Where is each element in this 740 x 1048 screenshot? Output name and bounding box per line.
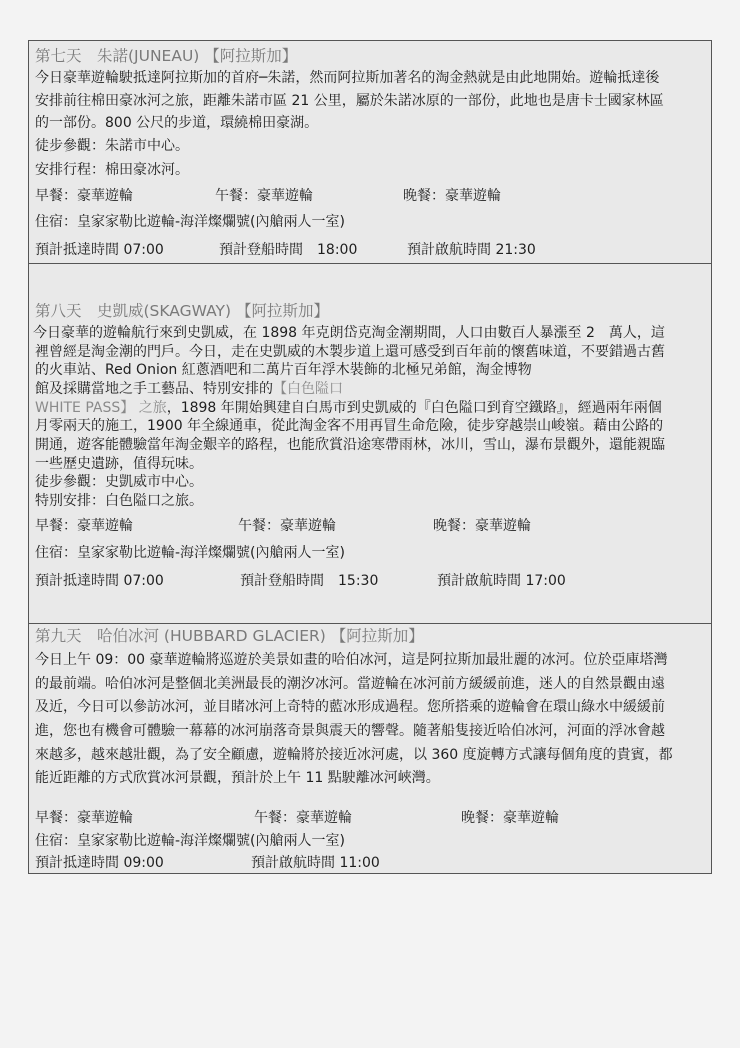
day9-breakfast: 早餐：豪華遊輪 (35, 810, 133, 826)
day7-arrival-time: 預計抵達時間 07:00 (35, 242, 164, 258)
day8-arranged: 特別安排：白色隘口之旅。 (35, 493, 203, 509)
day8-body-line: 的火車站、Red Onion 紅蔥酒吧和二萬片百年浮木裝飾的北極兄弟館，淘金博物 (35, 362, 532, 378)
day8-body-line: 月零兩天的施工，1900 年全線通車，從此淘金客不用再冒生命危險，徒步穿越崇山峻嶺。藉由公路的 (35, 418, 664, 434)
day8-departure-time: 預計啟航時間 17:00 (437, 573, 566, 589)
day7-body-line: 的一部份。800 公尺的步道，環繞棉田豪湖。 (35, 115, 319, 131)
day9-lodging: 住宿：皇家家勒比遊輪-海洋燦爛號(內艙兩人一室) (35, 833, 345, 849)
day8-arrival-time: 預計抵達時間 07:00 (35, 573, 164, 589)
day8-body-line (35, 399, 662, 417)
day8-title: 第八天 史凱威(SKAGWAY) 【阿拉斯加】 (35, 302, 329, 320)
day8-white-pass-label: 【白色隘口 (273, 381, 343, 397)
day9-body-line: 能近距離的方式欣賞冰河景觀，預計於上午 11 點駛離冰河峽灣。 (35, 770, 440, 786)
day8-body-line (35, 380, 343, 398)
day8-breakfast: 早餐：豪華遊輪 (35, 518, 133, 534)
day7-boarding-time: 預計登船時間 18:00 (219, 242, 358, 258)
section-divider (29, 623, 711, 624)
day7-departure-time: 預計啟航時間 21:30 (407, 242, 536, 258)
day9-body-line: 的最前端。哈伯冰河是整個北美洲最長的潮汐冰河。當遊輪在冰河前方緩緩前進，迷人的自然景觀由遠 (35, 676, 665, 692)
day9-title: 第九天 哈伯冰河 (HUBBARD GLACIER) 【阿拉斯加】 (35, 627, 424, 645)
day9-body-line: 進，您也有機會可體驗一幕幕的冰河崩落奇景與震天的響聲。隨著船隻接近哈伯冰河，河面的浮冰會越 (35, 723, 665, 739)
itinerary-box (28, 40, 712, 874)
day9-arrival-time: 預計抵達時間 09:00 (35, 855, 164, 871)
day7-lunch: 午餐：豪華遊輪 (215, 188, 313, 204)
day8-body-text: 館及採購當地之手工藝品、特別安排的 (35, 381, 273, 397)
day8-boarding-time: 預計登船時間 15:30 (240, 573, 379, 589)
day8-lodging: 住宿：皇家家勒比遊輪-海洋燦爛號(內艙兩人一室) (35, 545, 345, 561)
day8-walking: 徒步參觀：史凱威市中心。 (35, 474, 203, 490)
day8-body-line: 一些歷史遺跡，值得玩味。 (35, 456, 203, 472)
day9-body-line: 來越多，越來越壯觀，為了安全顧慮，遊輪將於接近冰河處，以 360 度旋轉方式讓每個角度的貴賓，都 (35, 747, 673, 763)
day9-departure-time: 預計啟航時間 11:00 (251, 855, 380, 871)
day7-walking: 徒步參觀：朱諾市中心。 (35, 138, 189, 154)
day9-body-line: 今日上午 09：00 豪華遊輪將巡遊於美景如畫的哈伯冰河，這是阿拉斯加最壯麗的冰河。位於亞庫塔灣 (35, 652, 668, 668)
day9-body-line: 及近，今日可以參訪冰河，並目睹冰河上奇特的藍冰形成過程。您所搭乘的遊輪會在環山綠水中緩緩前 (35, 699, 665, 715)
day8-white-pass-label: WHITE PASS】 之旅 (35, 400, 167, 416)
section-divider (29, 263, 711, 264)
day9-lunch: 午餐：豪華遊輪 (254, 810, 352, 826)
day8-body-line: 今日豪華的遊輪航行來到史凱威，在 1898 年克朗岱克淘金潮期間，人口由數百人暴漲至 2 萬人，這 (33, 325, 665, 341)
day8-body-line: 開通，遊客能體驗當年淘金艱辛的路程，也能欣賞沿途寒帶雨林，冰川，雪山，瀑布景觀外，還能親臨 (35, 437, 665, 453)
day7-breakfast: 早餐：豪華遊輪 (35, 188, 133, 204)
day7-arranged: 安排行程：棉田豪冰河。 (35, 162, 189, 178)
day7-title: 第七天 朱諾(JUNEAU) 【阿拉斯加】 (35, 47, 298, 65)
day8-body-line: 裡曾經是淘金潮的門戶。今日，走在史凱威的木製步道上還可感受到百年前的懷舊味道，不要錯過古舊 (35, 344, 665, 360)
day7-body-line: 今日豪華遊輪駛抵達阿拉斯加的首府─朱諾，然而阿拉斯加著名的淘金熱就是由此地開始。遊輪抵達後 (35, 70, 660, 86)
day8-dinner: 晚餐：豪華遊輪 (433, 518, 531, 534)
day7-body-line: 安排前往棉田豪冰河之旅，距離朱諾市區 21 公里，屬於朱諾冰原的一部份，此地也是唐卡士國家林區 (35, 93, 664, 109)
day7-lodging: 住宿：皇家家勒比遊輪-海洋燦爛號(內艙兩人一室) (35, 214, 345, 230)
day7-dinner: 晚餐：豪華遊輪 (403, 188, 501, 204)
day9-dinner: 晚餐：豪華遊輪 (461, 810, 559, 826)
day8-lunch: 午餐：豪華遊輪 (238, 518, 336, 534)
day8-body-text: ，1898 年開始興建自白馬市到史凱威的『白色隘口到育空鐵路』，經過兩年兩個 (166, 400, 662, 416)
